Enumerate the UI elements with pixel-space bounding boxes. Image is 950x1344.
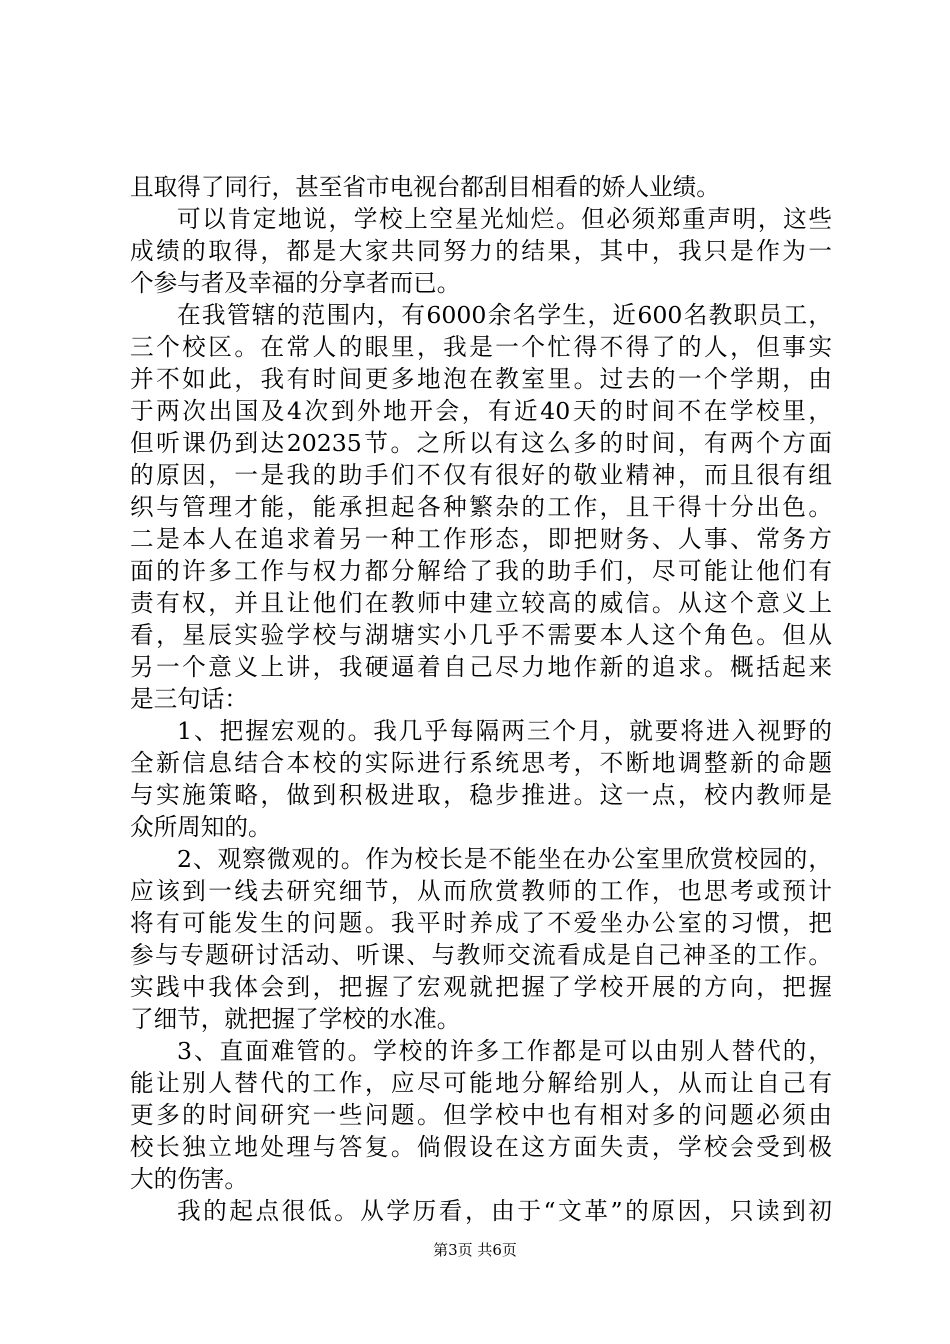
text-line: 且取得了同行，甚至省市电视台都刮目相看的娇人业绩。 xyxy=(130,173,720,201)
text-line: 看，星辰实验学校与湖塘实小几乎不需要本人这个角色。但从 xyxy=(130,621,832,649)
text-line: 并不如此，我有时间更多地泡在教室里。过去的一个学期，由 xyxy=(130,365,832,393)
text-line: 二是本人在追求着另一种工作形态，即把财务、人事、常务方 xyxy=(130,525,832,553)
text-line: 1、把握宏观的。我几乎每隔两三个月，就要将进入视野的 xyxy=(177,717,832,745)
text-line: 2、观察微观的。作为校长是不能坐在办公室里欣赏校园的， xyxy=(177,845,832,873)
text-line: 织与管理才能，能承担起各种繁杂的工作，且干得十分出色。 xyxy=(130,493,832,521)
document-body xyxy=(130,171,832,1227)
text-line: 应该到一线去研究细节，从而欣赏教师的工作，也思考或预计 xyxy=(130,877,832,905)
text-line: 个参与者及幸福的分享者而已。 xyxy=(130,269,461,297)
text-line: 更多的时间研究一些问题。但学校中也有相对多的问题必须由 xyxy=(130,1101,832,1129)
text-line: 能让别人替代的工作，应尽可能地分解给别人，从而让自己有 xyxy=(130,1069,832,1097)
text-line: 与实施策略，做到积极进取，稳步推进。这一点，校内教师是 xyxy=(130,781,832,809)
text-line: 参与专题研讨活动、听课、与教师交流看成是自己神圣的工作。 xyxy=(130,941,832,969)
text-line: 了细节，就把握了学校的水准。 xyxy=(130,1005,461,1033)
text-line: 在我管辖的范围内，有6000余名学生，近600名教职员工， xyxy=(177,301,832,329)
text-line: 3、直面难管的。学校的许多工作都是可以由别人替代的， xyxy=(177,1037,832,1065)
text-line: 成绩的取得，都是大家共同努力的结果，其中，我只是作为一 xyxy=(130,237,832,265)
text-line: 大的伤害。 xyxy=(130,1165,248,1193)
text-line: 责有权，并且让他们在教师中建立较高的威信。从这个意义上 xyxy=(130,589,832,617)
text-line: 面的许多工作与权力都分解给了我的助手们，尽可能让他们有 xyxy=(130,557,832,585)
text-line: 可以肯定地说，学校上空星光灿烂。但必须郑重声明，这些 xyxy=(177,205,832,233)
text-line: 但听课仍到达20235节。之所以有这么多的时间，有两个方面 xyxy=(130,429,832,457)
text-line: 于两次出国及4次到外地开会，有近40天的时间不在学校里， xyxy=(130,397,832,425)
text-line: 另一个意义上讲，我硬逼着自己尽力地作新的追求。概括起来 xyxy=(130,653,832,681)
text-line: 三个校区。在常人的眼里，我是一个忙得不得了的人，但事实 xyxy=(130,333,832,361)
text-line: 将有可能发生的问题。我平时养成了不爱坐办公室的习惯，把 xyxy=(130,909,832,937)
text-line: 全新信息结合本校的实际进行系统思考，不断地调整新的命题 xyxy=(130,749,832,777)
page-footer: 第3页 共6页 xyxy=(433,1241,517,1259)
text-line: 校长独立地处理与答复。倘假设在这方面失责，学校会受到极 xyxy=(130,1133,832,1161)
text-line: 的原因，一是我的助手们不仅有很好的敬业精神，而且很有组 xyxy=(130,461,832,489)
text-line: 是三句话： xyxy=(130,685,248,713)
text-line: 我的起点很低。从学历看，由于“文革”的原因，只读到初 xyxy=(177,1197,832,1225)
text-line: 众所周知的。 xyxy=(130,813,272,841)
text-line: 实践中我体会到，把握了宏观就把握了学校开展的方向，把握 xyxy=(130,973,832,1001)
